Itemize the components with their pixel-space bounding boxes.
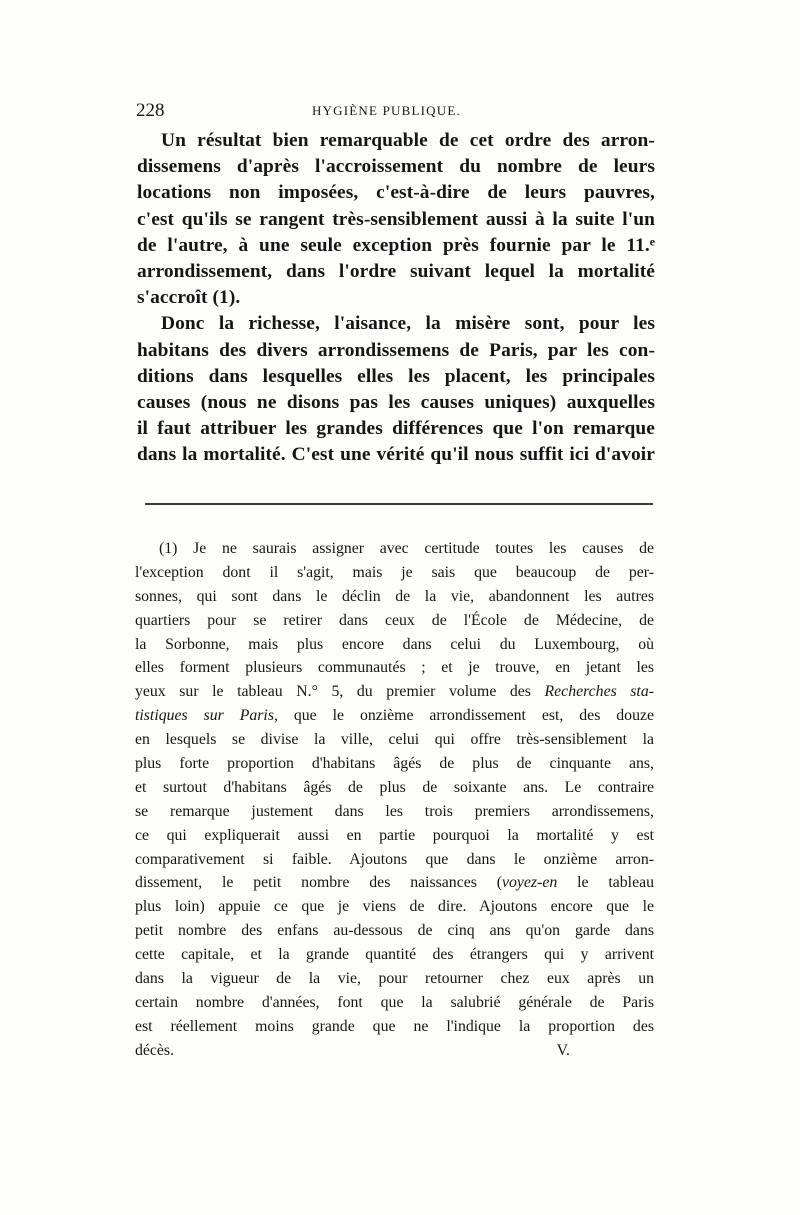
text-line: Un résultat bien remarquable de cet ordre des arron-	[161, 130, 655, 151]
footnote-line	[135, 680, 654, 704]
footnote-line: petit nombre des enfans au-dessous de cinq ans qu'on garde dans	[135, 922, 654, 940]
book-title-italic: tistiques sur Paris	[135, 707, 274, 725]
footnote-line-text: dissement, le petit nombre des naissances (	[135, 874, 502, 892]
page-header	[136, 100, 656, 126]
footnote-line: sonnes, qui sont dans le déclin de la vie, abandonnent les autres	[135, 587, 654, 605]
text-line: habitans des divers arrondissemens de Paris, par les con-	[137, 339, 655, 361]
page-number: 228	[136, 100, 165, 121]
text-line: Donc la richesse, l'aisance, la misère sont, pour les	[161, 313, 655, 335]
text-line: ditions dans lesquelles elles les placent, les principales	[137, 365, 655, 387]
footnote-line	[135, 1039, 654, 1063]
main-text	[137, 128, 655, 468]
footnote-line: elles forment plusieurs communautés ; et je trouve, en jetant les	[135, 659, 654, 677]
text-line: dissemens d'après l'accroissement du nombre de leurs	[137, 156, 655, 178]
footnote-line: (1) Je ne saurais assigner avec certitude toutes les causes de	[159, 540, 654, 557]
footnote-line: et surtout d'habitans âgés de plus de soixante ans. Le contraire	[135, 778, 654, 796]
text-line: arrondissement, dans l'ordre suivant lequel la mortalité	[137, 260, 655, 282]
footnote-line: quartiers pour se retirer dans ceux de l'École de Médecine, de	[135, 611, 654, 629]
text-line: de l'autre, à une seule exception près fournie par le 11.ᵉ	[137, 234, 655, 256]
footnote-line	[135, 704, 654, 728]
voyez-italic: voyez-en	[502, 874, 558, 892]
footnote-line-text: décès.	[135, 1041, 175, 1059]
footnote-line: dans la vigueur de la vie, pour retourner chez eux après un	[135, 970, 654, 988]
footnote-line: ce qui expliquerait aussi en partie pourquoi la mortalité y est	[135, 826, 654, 844]
footnote-line-text: yeux sur le tableau N.° 5, du premier volume des	[135, 683, 531, 701]
text-line: locations non imposées, c'est-à-dire de leurs pauvres,	[137, 182, 655, 204]
text-line: c'est qu'ils se rangent très-sensiblement aussi à la suite l'un	[137, 208, 655, 230]
footnote-line-text: , que le onzième arrondissement est, des douze	[273, 707, 654, 725]
footnote-line: se remarque justement dans les trois premiers arrondissemens,	[135, 802, 654, 820]
footnote	[135, 537, 654, 1063]
footnote-divider	[145, 503, 653, 505]
text-line: s'accroît (1).	[137, 287, 241, 309]
footnote-line: l'exception dont il s'agit, mais je sais que beaucoup de per-	[135, 563, 654, 581]
footnote-line: certain nombre d'années, font que la salubrié générale de Paris	[135, 993, 654, 1011]
running-head: HYGIÈNE PUBLIQUE.	[312, 103, 461, 118]
footnote-line	[135, 871, 654, 895]
footnote-line: en lesquels se divise la ville, celui qui offre très-sensiblement la	[135, 731, 654, 749]
footnote-line: est réellement moins grande que ne l'indique la proportion des	[135, 1017, 654, 1035]
author-signature: V.	[556, 1041, 570, 1059]
footnote-line-text: le tableau	[557, 874, 654, 892]
text-line: il faut attribuer les grandes différences que l'on remarque	[137, 418, 655, 440]
footnote-line: comparativement si faible. Ajoutons que dans le onzième arron-	[135, 850, 654, 868]
footnote-line: la Sorbonne, mais plus encore dans celui du Luxembourg, où	[135, 635, 654, 653]
footnote-line: plus loin) appuie ce que je viens de dire. Ajoutons encore que le	[135, 898, 654, 916]
footnote-line: plus forte proportion d'habitans âgés de plus de cinquante ans,	[135, 755, 654, 773]
text-line: dans la mortalité. C'est une vérité qu'il nous suffit ici d'avoir	[137, 444, 655, 466]
book-title-italic: Recherches sta-	[544, 683, 654, 701]
footnote-line: cette capitale, et la grande quantité des étrangers qui y arrivent	[135, 946, 654, 964]
text-line: causes (nous ne disons pas les causes uniques) auxquelles	[137, 391, 655, 413]
